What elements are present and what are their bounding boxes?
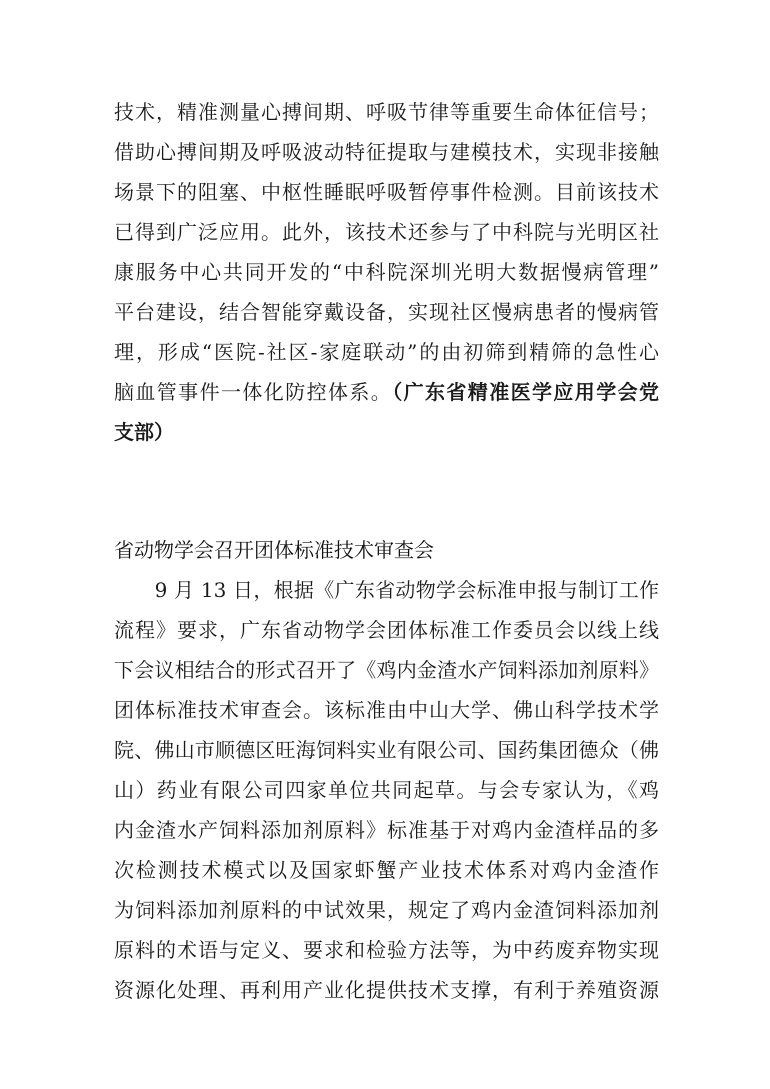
text-line	[114, 372, 659, 412]
text-segment: 脑血管事件一体化防控体系。	[114, 380, 393, 404]
text-line: 技术，精准测量心搏间期、呼吸节律等重要生命体征信号；	[114, 100, 659, 124]
text-line: 9 月 13 日，根据《广东省动物学会标准申报与制订工作	[114, 578, 659, 602]
text-line: 团体标准技术审查会。该标准由中山大学、佛山科学技术学	[114, 698, 659, 722]
text-line: 借助心搏间期及呼吸波动特征提取与建模技术，实现非接触	[114, 140, 659, 164]
text-line: 内金渣水产饲料添加剂原料》标准基于对鸡内金渣样品的多	[114, 818, 659, 842]
article-title: 省动物学会召开团体标准技术审查会	[114, 538, 434, 562]
text-line: 资源化处理、再利用产业化提供技术支撑，有利于养殖资源	[114, 978, 659, 1002]
text-line: 原料的术语与定义、要求和检验方法等，为中药废弃物实现	[114, 938, 659, 962]
text-line: 场景下的阻塞、中枢性睡眠呼吸暂停事件检测。目前该技术	[114, 180, 659, 204]
text-line: 理，形成“医院-社区-家庭联动”的由初筛到精筛的急性心	[114, 340, 659, 364]
section-spacer	[114, 452, 659, 524]
text-line: 院、佛山市顺德区旺海饲料实业有限公司、国药集团德众（佛	[114, 738, 659, 762]
article-paragraph	[114, 92, 659, 452]
text-line: 下会议相结合的形式召开了《鸡内金渣水产饲料添加剂原料》	[114, 658, 659, 682]
text-line: 流程》要求，广东省动物学会团体标准工作委员会以线上线	[114, 618, 659, 642]
source-attribution: （广东省精准医学应用学会党	[392, 380, 659, 404]
article-paragraph	[114, 570, 659, 1010]
text-line: 次检测技术模式以及国家虾蟹产业技术体系对鸡内金渣作	[114, 858, 659, 882]
document-body	[114, 92, 659, 1010]
text-line: 为饲料添加剂原料的中试效果，规定了鸡内金渣饲料添加剂	[114, 898, 659, 922]
text-line: 已得到广泛应用。此外，该技术还参与了中科院与光明区社	[114, 220, 659, 244]
source-attribution: 支部）	[114, 420, 174, 444]
text-line: 康服务中心共同开发的“中科院深圳光明大数据慢病管理”	[114, 260, 659, 284]
text-line: 平台建设，结合智能穿戴设备，实现社区慢病患者的慢病管	[114, 300, 659, 324]
text-line: 山）药业有限公司四家单位共同起草。与会专家认为，《鸡	[114, 778, 659, 802]
